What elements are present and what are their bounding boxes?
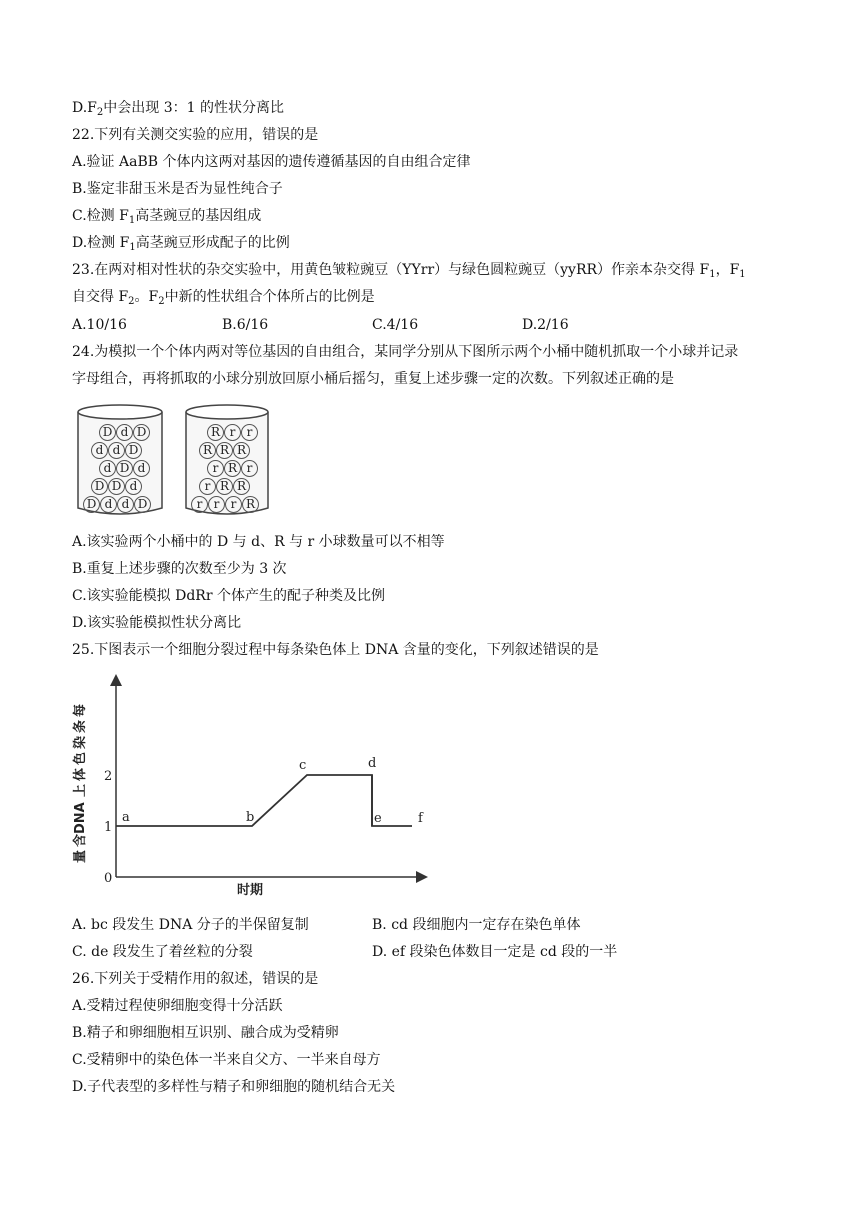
y-tick-label: 0: [104, 871, 113, 886]
q24-stem-line2: 字母组合，再将抓取的小球分别放回原小桶后摇匀，重复上述步骤一定的次数。下列叙述正确的是: [72, 371, 674, 387]
y-axis-label: [72, 704, 88, 863]
q23-stem-line1: 23.在两对相对性状的杂交实验中，用黄色皱粒豌豆（YYrr）与绿色圆粒豌豆（yyRR）作亲本杂交得 $F_1$，$F_1$: [72, 262, 746, 280]
point-label-c: c: [299, 758, 307, 773]
q25-option-d: D. ef 段染色体数目一定是 cd 段的一半: [372, 944, 618, 960]
q26-stem: 26.下列关于受精作用的叙述，错误的是: [72, 971, 319, 987]
q24-option-c: C.该实验能模拟 DdRr 个体产生的配子种类及比例: [72, 588, 385, 604]
dna-series-line: [116, 775, 412, 826]
r-ball: r: [224, 424, 241, 441]
dna-content-chart: [72, 672, 432, 902]
r-ball: R: [199, 442, 216, 459]
q22-stem: 22.下列有关测交实验的应用，错误的是: [72, 127, 319, 143]
q22-option-d: D.检测 $F_1$高茎豌豆形成配子的比例: [72, 235, 290, 253]
q25-option-a: A. bc 段发生 DNA 分子的半保留复制: [72, 917, 309, 933]
q22-option-b: B.鉴定非甜玉米是否为显性纯合子: [72, 181, 283, 197]
d-ball: d: [100, 496, 117, 513]
d-ball: D: [108, 478, 125, 495]
q24-option-d: D.该实验能模拟性状分离比: [72, 615, 242, 631]
d-ball: d: [117, 496, 134, 513]
d-ball: D: [125, 442, 142, 459]
q24-option-b: B.重复上述步骤的次数至少为 3 次: [72, 561, 287, 577]
q25-option-b: B. cd 段细胞内一定存在染色单体: [372, 917, 581, 933]
point-label-d: d: [368, 756, 377, 771]
q24-option-a: A.该实验两个小桶中的 D 与 d、R 与 r 小球数量可以不相等: [72, 534, 445, 550]
d-ball: D: [99, 424, 116, 441]
d-ball: D: [83, 496, 100, 513]
r-ball: R: [216, 442, 233, 459]
r-ball: R: [224, 460, 241, 477]
y-axis-label-glyph: 染: [73, 735, 88, 749]
q23-option-b: B.6/16: [222, 317, 269, 333]
bucket-r-balls: [183, 402, 271, 518]
d-ball: D: [91, 478, 108, 495]
r-ball: r: [208, 496, 225, 513]
q23-stem-line2: 自交得 $F_2$。$F_2$中新的性状组合个体所占的比例是: [72, 289, 375, 307]
q26-option-d: D.子代表型的多样性与精子和卵细胞的随机结合无关: [72, 1079, 396, 1095]
q21-option-d: $D.F_2$中会出现 3：1 的性状分离比: [72, 100, 284, 118]
q22-option-c: C.检测 $F_1$高茎豌豆的基因组成: [72, 208, 262, 226]
q23-option-c: C.4/16: [372, 317, 419, 333]
q25-stem: 25.下图表示一个细胞分裂过程中每条染色体上 DNA 含量的变化，下列叙述错误的是: [72, 642, 599, 658]
y-tick-label: 2: [104, 769, 113, 784]
r-ball: r: [241, 424, 258, 441]
q25-option-c: C. de 段发生了着丝粒的分裂: [72, 944, 253, 960]
d-ball: d: [133, 460, 150, 477]
r-ball: r: [225, 496, 242, 513]
point-label-b: b: [246, 810, 255, 825]
d-ball: D: [116, 460, 133, 477]
q24-stem-line1: 24.为模拟一个个体内两对等位基因的自由组合，某同学分别从下图所示两个小桶中随机抓取一个小球并记录: [72, 344, 739, 360]
y-axis-label-glyph: 每: [73, 703, 88, 717]
r-ball: r: [191, 496, 208, 513]
y-axis-label-glyph: 色: [73, 751, 88, 765]
y-axis-label-glyph: 体: [73, 767, 88, 781]
y-axis-label-glyph: 条: [73, 719, 88, 733]
y-axis-label-glyph: DNA: [73, 802, 88, 834]
q22-option-a: A.验证 AaBB 个体内这两对基因的遗传遵循基因的自由组合定律: [72, 154, 471, 170]
d-ball: d: [91, 442, 108, 459]
q23-option-d: D.2/16: [522, 317, 569, 333]
r-ball: R: [216, 478, 233, 495]
q26-option-b: B.精子和卵细胞相互识别、融合成为受精卵: [72, 1025, 339, 1041]
d-ball: d: [116, 424, 133, 441]
d-ball: D: [134, 496, 151, 513]
point-label-a: a: [122, 810, 130, 825]
x-axis-label: 时期: [237, 883, 264, 898]
point-label-f: f: [418, 811, 423, 826]
bucket-d-balls: [75, 402, 165, 518]
q23-option-a: A.10/16: [72, 317, 127, 333]
y-axis-label-glyph: 量: [73, 849, 88, 863]
q26-option-a: A.受精过程使卵细胞变得十分活跃: [72, 998, 283, 1014]
d-ball: D: [133, 424, 150, 441]
d-ball: d: [125, 478, 142, 495]
point-label-e: e: [374, 811, 382, 826]
d-ball: d: [108, 442, 125, 459]
q26-option-c: C.受精卵中的染色体一半来自父方、一半来自母方: [72, 1052, 381, 1068]
y-axis-label-glyph: 上: [73, 783, 88, 797]
r-ball: R: [207, 424, 224, 441]
r-ball: R: [233, 478, 250, 495]
r-ball: r: [241, 460, 258, 477]
y-axis-label-glyph: 含: [73, 833, 88, 847]
d-ball: d: [99, 460, 116, 477]
r-ball: R: [242, 496, 259, 513]
r-ball: R: [233, 442, 250, 459]
r-ball: r: [199, 478, 216, 495]
y-tick-label: 1: [104, 820, 113, 835]
r-ball: r: [207, 460, 224, 477]
